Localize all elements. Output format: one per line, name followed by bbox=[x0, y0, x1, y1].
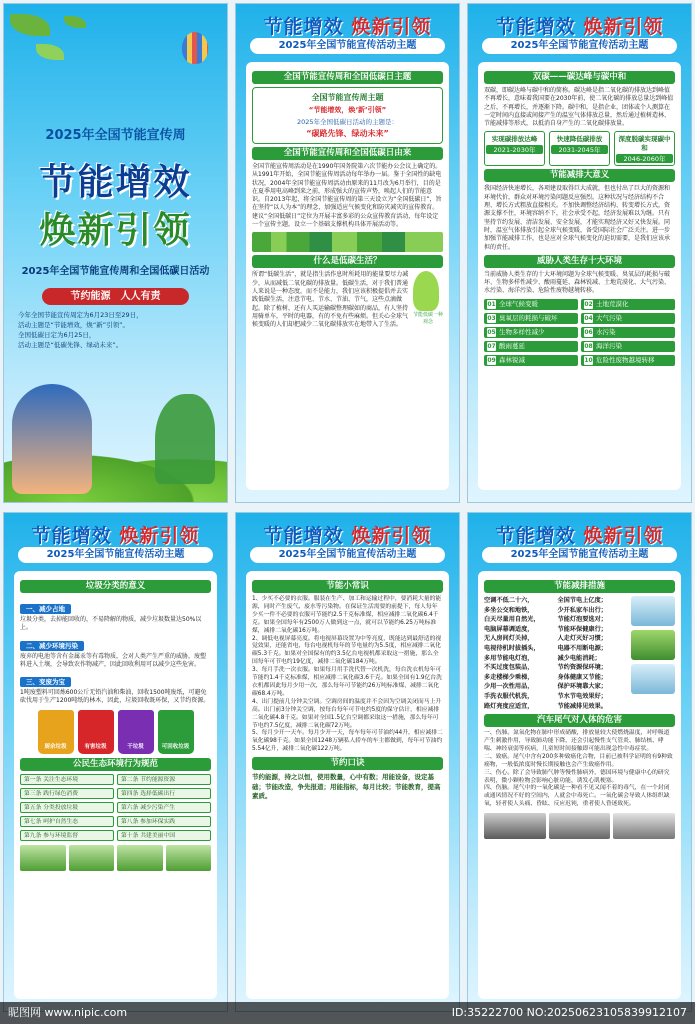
pollution-photos bbox=[484, 813, 675, 839]
header-part1: 节能增效 bbox=[495, 525, 576, 547]
header-part1: 节能增效 bbox=[263, 525, 344, 547]
poster-header bbox=[236, 521, 459, 548]
bulb-figure bbox=[413, 271, 443, 329]
poster-subheader: 2025年全国节能宣传活动主题 bbox=[482, 547, 677, 563]
windmill-illustration bbox=[631, 664, 675, 694]
note-line: 今年全国节能宣传周定为6月23日至29日， bbox=[18, 311, 143, 319]
rule-item: 第八条 参加环保实践 bbox=[117, 816, 211, 827]
leaf-runner-illustration bbox=[155, 394, 215, 484]
green-bulb-icon bbox=[413, 271, 439, 311]
hazardous-waste-bin-icon: 有害垃圾 bbox=[78, 710, 114, 754]
point-heading: 二、减少环境污染 bbox=[20, 641, 84, 651]
eco-photo bbox=[20, 845, 66, 871]
rule-item: 第一条 关注生态环境 bbox=[20, 774, 114, 785]
stage-card bbox=[484, 131, 545, 166]
threat-intro: 当前威胁人类生存的十大环境问题为全球气候变暖、臭氧层的耗损与破坏、生物多样性减少、酸雨蔓延、森林锐减、土地荒漠化、大气污染、水污染、海洋污染、危险性废物越境转移。 bbox=[484, 270, 671, 295]
tree-illustration bbox=[631, 630, 675, 660]
threat-grid bbox=[484, 299, 675, 366]
rule-item: 第四条 选择低碳出行 bbox=[117, 788, 211, 799]
measure-illustrations bbox=[631, 596, 675, 711]
exhaust-harm-text: 一、伤肺。氮氧化物在肺中形成硝酸，排放量较大使燃烧温度，对呼吸道产生刺激作用，导致肺功能下降，还会引起慢性支气管炎、肺结核、哮喘、神经衰弱等疾病，儿童短时间接触即可能出现急性中毒症状。 二、致癌。尾气中含有200多种致癌化合物，目前已被科学证明的有9种致癌物，一般低浓度时慢长期接触也会产生致癌作用。 三、伤心。除了会导致肺气肿等慢性肺病外，德国环境与健康中心的研究表明，微小颗粒物会影响心脏功能，诱发心肌梗塞。 四、伤脑。尾气中的一氧化碳是一种看不见又闻不着的毒气，在一个封闭或通风情况不好的空间内，人就会中毒死亡。一氧化碳会导致人体组织缺氧，轻者使人头痛、昏眩、反应迟钝，重者使人昏迷致死。 bbox=[484, 730, 673, 808]
stage-label: 深度脱碳实现碳中和 bbox=[618, 135, 671, 153]
smog-photo bbox=[484, 813, 546, 839]
eco-photos bbox=[20, 845, 211, 871]
dry-waste-bin-icon: 干垃圾 bbox=[118, 710, 154, 754]
header-part1: 节能增效 bbox=[495, 16, 576, 38]
activity-subtitle: 2025年全国节能宣传周和全国低碳日活动 bbox=[21, 266, 210, 277]
section-bar: 全国节能宣传周和全国低碳日主题 bbox=[252, 71, 443, 84]
header-part1: 节能增效 bbox=[31, 525, 112, 547]
rhyme-right: 全国节电上亿度； 少开私家车出行； 节能灯泡要选对； 节能环保健康行； 人走灯灭好习惯； 电器不用断电源； 减少电能消耗； 节约资源保环境； 身体健康又节能； 保护环境靠大家； 节水节电效果好； 节能减排见效果。 bbox=[557, 597, 607, 710]
theme-week: “节能增效，焕‘新’引领” bbox=[308, 106, 387, 114]
section-bar: 垃圾分类的意义 bbox=[20, 580, 211, 593]
rule-item: 第九条 参与环境监督 bbox=[20, 830, 114, 841]
section-bar: 公民生态环境行为规范 bbox=[20, 758, 211, 771]
threat-item: 07 酸雨蔓延 bbox=[484, 341, 578, 352]
content-card bbox=[478, 62, 681, 490]
stage-label: 快速降低碳排放 bbox=[556, 135, 603, 144]
header-part2: 焕新引领 bbox=[351, 16, 432, 38]
meaning-text: 我国经济快速增长，各项建设取得巨大成就，但也付出了巨大的资源和环境代价，群众对环境污染问题反应强烈。这种状况与经济结构不合理、增长方式粗放直接相关。不加快调整经济结构、转变增长方式，资源支撑不住，环境容纳不下，社会承受不起，经济发展难以为继。只有坚持节约发展、清洁发展、安全发展，才能实现经济又好又快发展。同时，温室气体排放引起全球气候变暖，备受国际社会广泛关注。进一步加强节能减排工作，也是应对全球气候变化的迫切需要，是我们应该承担的责任。 bbox=[484, 185, 671, 251]
rhyme-left: 空调不低二十六， 多坐公交和地铁， 白天尽量用自然光， 电脑屏幕调适度， 无人房间灯关掉， 电视待机时拔插头， 多用节能电灯泡， 不买过度包装品， 多走楼梯少乘梯， 少用一次性用品， 手洗衣服代机洗， 路灯亮度应适宜， bbox=[484, 597, 540, 710]
poster-dual-carbon bbox=[467, 3, 692, 503]
note-line: 活动主题是“低碳先锋、绿动未来”。 bbox=[18, 341, 123, 349]
header-part1: 节能增效 bbox=[263, 16, 344, 38]
content-card bbox=[246, 62, 449, 490]
threat-item: 02 土地荒漠化 bbox=[581, 299, 675, 310]
main-title-line2: 焕新引领 bbox=[39, 210, 192, 251]
point-text: 1吨废塑料可回炼600公斤无铅汽油和柴油，回收1500吨废纸，可避免砍伐用于生产1200吨纸的林木，因此，垃圾回收既环保，又节约资源。 bbox=[20, 689, 210, 705]
poster-subheader: 2025年全国节能宣传活动主题 bbox=[250, 547, 445, 563]
week-title: 2025年全国节能宣传周 bbox=[45, 128, 186, 143]
bulb-caption: 节能低碳一种观念 bbox=[413, 312, 444, 326]
main-title-line1: 节能增效 bbox=[39, 162, 192, 203]
poster-garbage-sorting bbox=[3, 512, 228, 1012]
watermark-id: ID:35222700 NO:20250623105839912107 bbox=[451, 1006, 687, 1019]
lowcarbon-text: 所谓“低碳生活”，就是指生活作息时所耗用的能量要尽力减少，从而减低二氧化碳的排放量。低碳生活，对于我们普通人来说是一种态度，而不是能力，我们应该积极提倡并去实践低碳生活，注意节电、节水、节油、节气，这些点滴做起。除了植树，还有人买运输碳整理碳如的商品，有人坚持用骑单车，平时的电器，有的不免有些麻烦。但关心全球气候变暖的人们却把减少二氧化碳排放实在地带入了生活。 bbox=[252, 271, 409, 329]
theme-heading: 全国节能宣传周主题 bbox=[311, 93, 384, 102]
eco-photo bbox=[117, 845, 163, 871]
poster-reduction-measures bbox=[467, 512, 692, 1012]
poster-subheader: 2025年全国节能宣传活动主题 bbox=[18, 547, 213, 563]
poster-subheader: 2025年全国节能宣传活动主题 bbox=[482, 38, 677, 54]
saving-rhyme: 节约能源，持之以恒，使用数量，心中有数；用能设备，设定基础；节能改造，争先报道；用能指标，每月比较；节能教育，提高素质。 bbox=[252, 773, 441, 801]
threat-item: 08 海洋污染 bbox=[581, 341, 675, 352]
section-bar: 双碳——碳达峰与碳中和 bbox=[484, 71, 675, 84]
section-bar: 节约口诀 bbox=[252, 757, 443, 770]
bulb-illustration bbox=[631, 596, 675, 626]
content-card bbox=[14, 571, 217, 999]
hot-air-balloon-icon bbox=[182, 32, 208, 64]
threat-item: 01 全球气候变暖 bbox=[484, 299, 578, 310]
point-text: 垃圾分类，去掉能回收的，不易降解的物质，减少垃圾数量达50%以上。 bbox=[20, 616, 202, 632]
section-bar: 节能小常识 bbox=[252, 580, 443, 593]
note-line: 全国低碳日定为6月25日， bbox=[18, 331, 96, 339]
theme-lowcarbon: “碳路先锋、绿动未来” bbox=[306, 129, 389, 138]
rule-item: 第二条 节约能源资源 bbox=[117, 774, 211, 785]
section-bar: 什么是低碳生活？ bbox=[252, 255, 443, 268]
poster-subheader: 2025年全国节能宣传活动主题 bbox=[250, 38, 445, 54]
stage-card bbox=[614, 131, 675, 166]
header-part2: 焕新引领 bbox=[583, 525, 664, 547]
family-illustration bbox=[12, 384, 92, 494]
threat-item: 09 森林锐减 bbox=[484, 355, 578, 366]
dual-carbon-intro: 双碳，即碳达峰与碳中和的简称。碳达峰是指二氧化碳的排放达到峰值不再增长，意味着我国要在2030年前，使二氧化碳的排放总量达到峰值之后，不再增长，并逐渐下降。碳中和，是指企业、团体或个人测算在一定时间内直接或间接产生的温室气体排放总量，然后通过植树造林、节能减排等形式，以抵消自身产生的二氧化碳排放量。 bbox=[484, 87, 674, 128]
tips-text: 1、少买不必要的衣服。服装在生产、加工和运输过程中，要消耗大量的能源，同时产生废气、废水等污染物。在保证生活需要的前提下，每人每年少买一件不必要的衣服可节能约2.5千克标准煤，相应减排二氧化碳6.4千克。如果全国每年有2500万人做到这一点，就可以节能约6.25万吨标准煤，减排二氧化碳16万吨。 2、调低电视屏幕亮度。将电视屏幕设置为中等亮度，既能达到最舒适的视觉效果，还能省电，每台电视机每年的节电量约为5.5度，相应减排二氧化碳5.3千克。如果对全国保有的约3.5亿台电视机都采取这一措施，那么全国每年可节电约19亿度，减排二氧化碳184万吨。 3、每月手洗一次衣服。如果每月用手洗代替一次机洗，每台洗衣机每年可节能约1.4千克标准煤，相应减排二氧化碳3.6千克。如果全国有1.9亿台洗衣机都因此每月少用一次，那么每年可节能约26万吨标准煤，减排二氧化碳68.4万吨。 4、出门提前几分钟关空调。空调房间的温度并不会因为空调关闭而马上升高。出门前3分钟关空调，按每台每年可节电约5度的保守估计，相应减排二氧化碳4.8千克。如果对全国1.5亿台空调都采取这一措施，那么每年可节电约7.5亿度，减排二氧化碳72万吨。 5、每月少开一天车。每月少开一天，每车每年可节油约44升，相应减排二氧化碳98千克。如果全国1248万辆私人轿车的车主都做到，每年可节油约5.54亿升，减排二氧化碳122万吨。 bbox=[252, 596, 443, 753]
recyclable-bin-icon: 可回收垃圾 bbox=[158, 710, 194, 754]
header-part2: 焕新引领 bbox=[351, 525, 432, 547]
poster-header bbox=[468, 521, 691, 548]
point-text: 废弃的电池等含有金属汞等有毒物质，会对人类产生严重的威胁，废塑料进入土壤，会导致农作物减产，因此回收利用可以减少这些危害。 bbox=[20, 652, 207, 668]
section-bar: 节能减排大意义 bbox=[484, 169, 675, 182]
rule-item: 第三条 践行绿色消费 bbox=[20, 788, 114, 799]
section-bar: 汽车尾气对人体的危害 bbox=[484, 714, 675, 727]
stage-years: 2031-2045年 bbox=[551, 145, 608, 154]
exhaust-photo bbox=[613, 813, 675, 839]
origin-text: 全国节能宣传周活动是在1990年国务院第六次节能办公会议上确定的。从1991年开始，全国节能宣传周活动每年举办一届。鉴于全国性的缺电状况，2004年全国节能宣传周活动由原来的11月改为6月举行，目的是在夏季用电高峰到来之前，形成强大的宣传声势，唤起人们的节能意识。自2013年起，将全国节能宣传周的第三天设立为“全国低碳日”，旨在坚持“以人为本”的理念，加强适应气候变化和防灾减灾的宣传教育。建议“全国低碳日”定位为开展丰富多彩的公众宣传教育活动，每年设定一个宣传主题，设立一个基础支撑机构具体开展活动等。 bbox=[252, 163, 442, 229]
poster-header bbox=[468, 12, 691, 39]
poster-theme-origin bbox=[235, 3, 460, 503]
eco-photo bbox=[166, 845, 212, 871]
header-part2: 焕新引领 bbox=[583, 16, 664, 38]
poster-energy-tips bbox=[235, 512, 460, 1012]
threat-item: 10 危险性废物越境转移 bbox=[581, 355, 675, 366]
content-card bbox=[246, 571, 449, 999]
threat-item: 05 生物多样性减少 bbox=[484, 327, 578, 338]
stage-years: 2021-2030年 bbox=[486, 145, 543, 154]
activity-note bbox=[18, 310, 217, 350]
green-city-illustration bbox=[252, 232, 443, 252]
poster-cover bbox=[3, 3, 228, 503]
rule-item: 第五条 分类投放垃圾 bbox=[20, 802, 114, 813]
carbon-stages bbox=[484, 131, 675, 166]
theme-box bbox=[252, 87, 443, 144]
watermark-banner bbox=[0, 1002, 695, 1024]
rule-item: 第七条 呵护自然生态 bbox=[20, 816, 114, 827]
threat-item: 06 水污染 bbox=[581, 327, 675, 338]
header-part2: 焕新引领 bbox=[119, 525, 200, 547]
section-bar: 全国节能宣传周和全国低碳日由来 bbox=[252, 147, 443, 160]
theme-lowcarbon-label: 2025年全国低碳日活动的主题是： bbox=[296, 118, 399, 126]
point-heading: 三、变废为宝 bbox=[20, 677, 71, 687]
poster-header bbox=[236, 12, 459, 39]
threat-item: 04 大气污染 bbox=[581, 313, 675, 324]
measures-rhyme bbox=[484, 596, 627, 711]
kitchen-waste-bin-icon: 厨余垃圾 bbox=[38, 710, 74, 754]
threat-item: 03 臭氧层的耗损与破坏 bbox=[484, 313, 578, 324]
stage-years: 2046-2060年 bbox=[616, 154, 673, 163]
trash-bins bbox=[20, 710, 211, 754]
point-heading: 一、减少占地 bbox=[20, 604, 71, 614]
factory-photo bbox=[549, 813, 611, 839]
section-bar: 节能减排措施 bbox=[484, 580, 675, 593]
note-line: 活动主题是“节能增效，焕“新”引领”。 bbox=[18, 321, 129, 329]
stage-card bbox=[549, 131, 610, 166]
section-bar: 威胁人类生存十大环境 bbox=[484, 255, 675, 268]
rule-item: 第十条 共建美丽中国 bbox=[117, 830, 211, 841]
content-card bbox=[478, 571, 681, 999]
watermark-site: 昵图网 www.nipic.com bbox=[8, 1006, 128, 1019]
rules-grid bbox=[20, 774, 211, 841]
slogan-pill: 节约能源 人人有责 bbox=[42, 288, 189, 305]
eco-photo bbox=[69, 845, 115, 871]
stage-label: 实现碳排放达峰 bbox=[491, 135, 538, 144]
poster-header bbox=[4, 521, 227, 548]
rule-item: 第六条 减少污染产生 bbox=[117, 802, 211, 813]
